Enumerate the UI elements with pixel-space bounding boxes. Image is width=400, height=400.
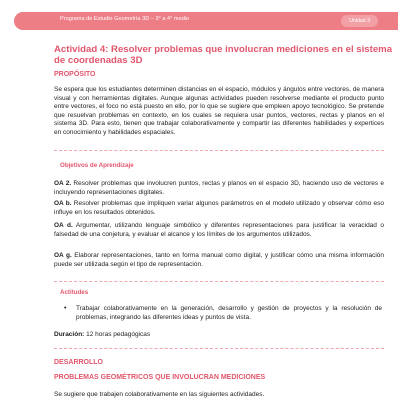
desarrollo-heading: DESARROLLO xyxy=(54,359,103,366)
duracion-value: 12 horas pedagógicas xyxy=(84,331,151,338)
objective-text: Elaborar representaciones, tanto en forma manual como digital, y justificar cómo una misma información puede ser utilizada según el tipo de representación. xyxy=(54,252,385,268)
header-band xyxy=(14,12,398,30)
desarrollo-subheading: PROBLEMAS GEOMÉTRICOS QUE INVOLUCRAN MEDICIONES xyxy=(54,374,266,381)
divider xyxy=(54,150,384,151)
objetivos-heading: Objetivos de Aprendizaje xyxy=(60,162,134,169)
duracion xyxy=(54,331,384,340)
proposito-heading: PROPÓSITO xyxy=(54,71,96,78)
objective-item xyxy=(54,180,384,197)
objective-item xyxy=(54,252,384,269)
actitud-text: Trabajar colaborativamente en la generación, desarrollo y gestión de proyectos y la resolución de problemas, integrando las diferentes ideas y puntos de vista. xyxy=(76,305,382,321)
objective-code: OA 2. xyxy=(54,180,72,187)
activity-title: Actividad 4: Resolver problemas que involucran mediciones en el sistema de coordenadas 3D xyxy=(54,44,393,67)
objective-item xyxy=(54,222,384,239)
objective-code: OA b. xyxy=(54,200,72,207)
actitudes-heading: Actitudes xyxy=(60,289,89,296)
divider xyxy=(54,348,384,349)
program-name: Programa de Estudio Geometría 3D – 3° a 4° medio xyxy=(60,16,190,22)
objective-code: OA g. xyxy=(54,252,72,259)
bullet-icon: • xyxy=(64,305,67,312)
page-header xyxy=(0,0,400,42)
unit-badge: Unidad 3 xyxy=(341,15,378,27)
objective-text: Resolver problemas que impliquen variar algunos parámetros en el modelo utilizado y observar cómo eso influye en los resultados obtenidos. xyxy=(54,200,384,216)
objective-item xyxy=(54,200,384,217)
objective-text: Resolver problemas que involucren puntos, rectas y planos en el espacio 3D, haciendo uso de vectores e incluyendo representaciones digitales. xyxy=(54,180,384,196)
objective-text: Argumentar, utilizando lenguaje simbólico y diferentes representaciones para justificar la veracidad o falsedad de una conjetura, y evaluar el alcance y los límites de los argumentos utilizados. xyxy=(54,222,385,238)
objective-code: OA d. xyxy=(54,222,73,229)
divider xyxy=(54,281,384,282)
duracion-label: Duración: xyxy=(54,331,85,338)
desarrollo-intro: Se sugiere que trabajen colaborativamente en las siguientes actividades. xyxy=(54,391,265,398)
proposito-text: Se espera que los estudiantes determinen distancias en el espacio, módulos y ángulos entre vectores, de manera visual y con herramientas digitales. Aunque algunas actividades pueden resolverse mediante el producto punto entre vectores, el foco no está puesto en ello, por lo que se sugiere que empleen apoyo tecnológico. Se pretende que resuelvan problemas en contexto, en los cuales se requiera usar puntos, vectores, rectas y planos en el sistema 3D. Para esto, tienen que trabajar colaborativamente y compartir las diferentes habilidades y expertices en conocimiento y habilidades espaciales. xyxy=(54,86,384,136)
